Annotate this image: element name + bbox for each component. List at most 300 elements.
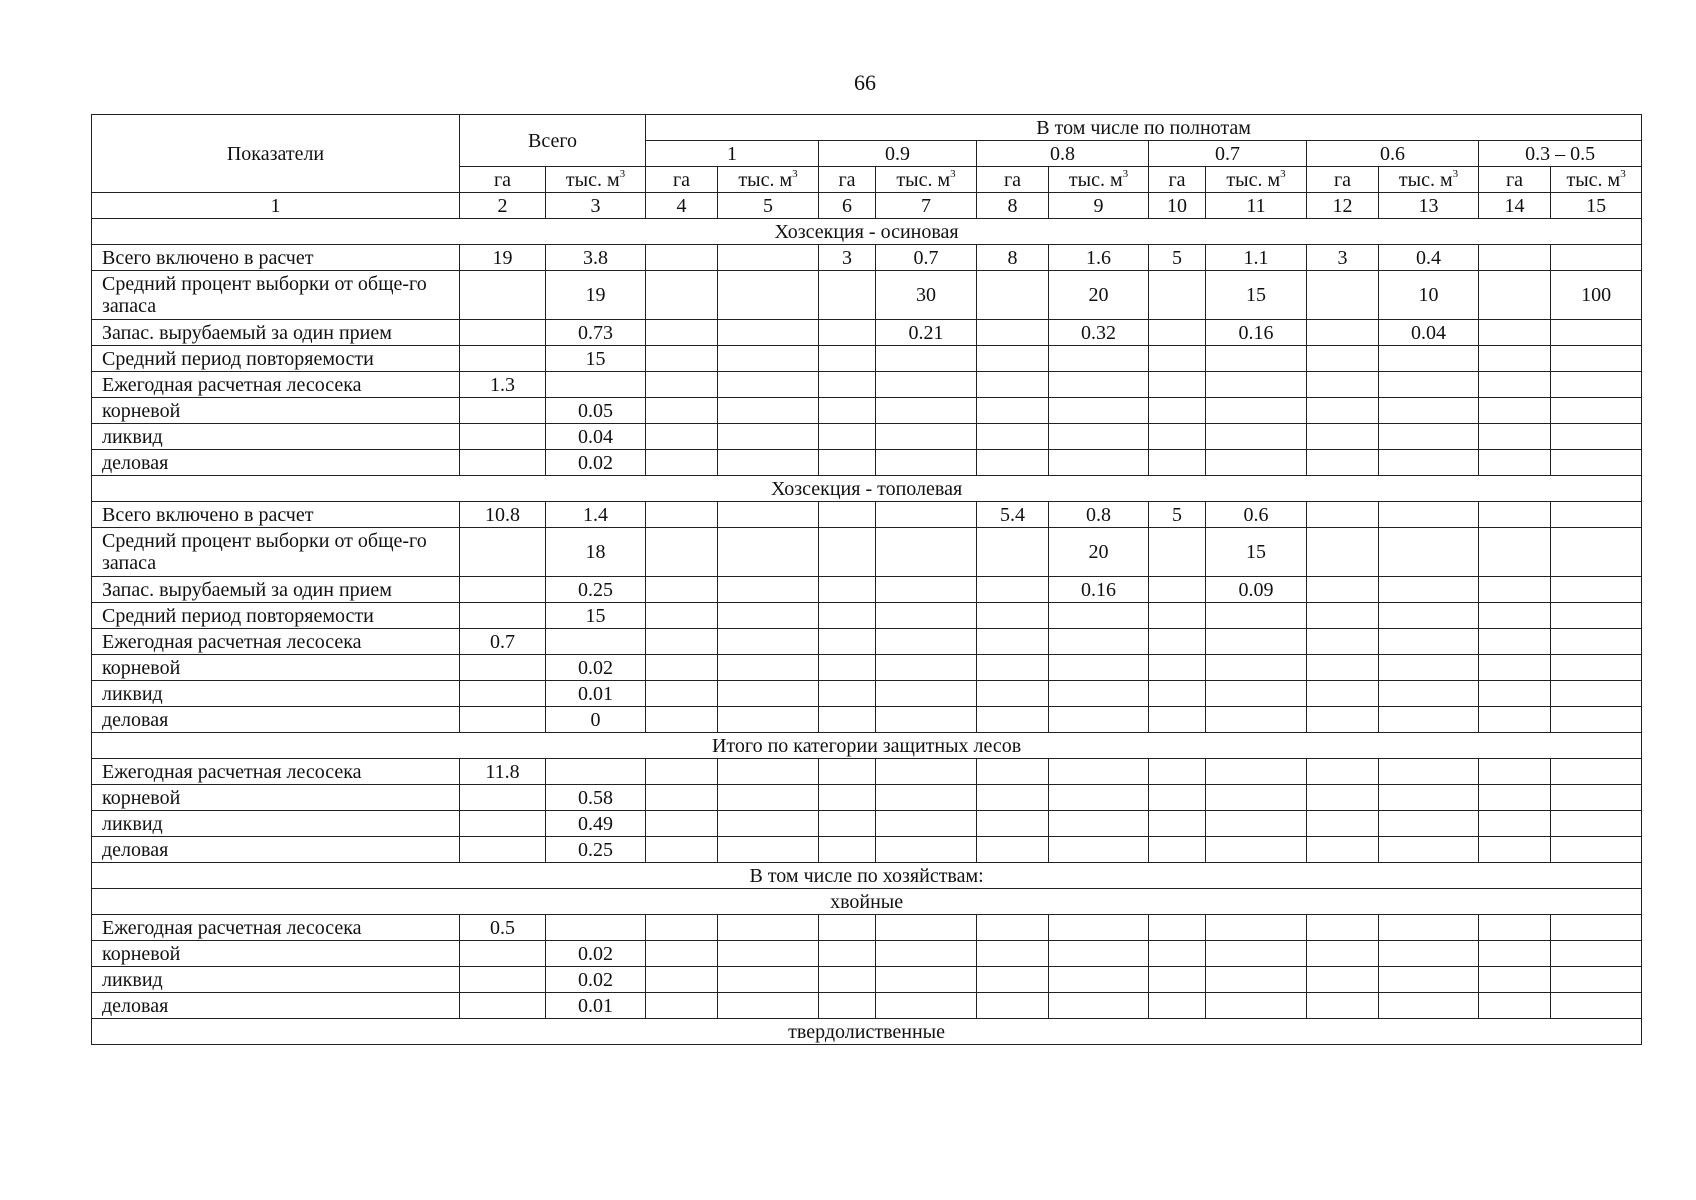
header-density: 0.3 – 0.5 [1479, 141, 1642, 167]
table-cell [1379, 967, 1479, 993]
table-cell [1479, 372, 1551, 398]
table-cell [646, 811, 718, 837]
table-cell [1206, 837, 1307, 863]
table-cell [1307, 603, 1379, 629]
table-cell [1479, 707, 1551, 733]
header-density: 0.9 [819, 141, 977, 167]
table-cell [1551, 837, 1642, 863]
table-cell [646, 837, 718, 863]
table-cell: 0.02 [546, 655, 646, 681]
table-cell [1551, 941, 1642, 967]
table-cell [646, 785, 718, 811]
table-cell [876, 915, 977, 941]
table-row [92, 759, 1642, 785]
table-cell: 0.09 [1206, 577, 1307, 603]
table-cell [876, 707, 977, 733]
table-cell [1149, 528, 1206, 577]
table-cell [1379, 502, 1479, 528]
section-header-row [92, 863, 1642, 889]
unit-volume-exponent: 3 [1620, 167, 1626, 180]
table-cell [646, 577, 718, 603]
table-cell [1149, 707, 1206, 733]
table-cell [1307, 967, 1379, 993]
table-cell: 0.16 [1206, 320, 1307, 346]
table-cell [718, 941, 819, 967]
table-cell [460, 681, 546, 707]
table-cell [1551, 450, 1642, 476]
table-cell [876, 372, 977, 398]
table-cell [1307, 372, 1379, 398]
table-row [92, 967, 1642, 993]
row-label: деловая [92, 837, 460, 863]
row-label: деловая [92, 707, 460, 733]
table-cell [1551, 528, 1642, 577]
table-cell [1149, 993, 1206, 1019]
table-cell [977, 655, 1049, 681]
table-cell [819, 629, 876, 655]
table-cell: 0.6 [1206, 502, 1307, 528]
unit-ha: га [460, 167, 546, 193]
table-cell: 0.73 [546, 320, 646, 346]
column-number: 5 [718, 193, 819, 219]
table-cell [1149, 372, 1206, 398]
table-cell [1479, 577, 1551, 603]
table-cell [1379, 811, 1479, 837]
header-density: 0.6 [1307, 141, 1479, 167]
table-cell: 0.8 [1049, 502, 1149, 528]
table-cell [1551, 346, 1642, 372]
table-cell [1049, 603, 1149, 629]
table-row [92, 424, 1642, 450]
table-cell [1206, 398, 1307, 424]
table-cell [1049, 837, 1149, 863]
table-cell [1206, 785, 1307, 811]
table-cell [819, 785, 876, 811]
section-title: Итого по категории защитных лесов [92, 733, 1642, 759]
table-cell [1149, 424, 1206, 450]
row-label: ликвид [92, 811, 460, 837]
table-row [92, 629, 1642, 655]
table-cell [718, 603, 819, 629]
table-cell [646, 450, 718, 476]
table-cell [1206, 941, 1307, 967]
table-cell [718, 967, 819, 993]
table-cell [460, 785, 546, 811]
header-row-1 [92, 115, 1642, 141]
table-cell [1049, 346, 1149, 372]
table-cell [1479, 603, 1551, 629]
column-number: 13 [1379, 193, 1479, 219]
table-cell [977, 837, 1049, 863]
table-cell [1479, 502, 1551, 528]
table-cell [1307, 346, 1379, 372]
table-cell [1479, 320, 1551, 346]
table-cell [646, 941, 718, 967]
column-number: 2 [460, 193, 546, 219]
column-number: 15 [1551, 193, 1642, 219]
table-cell: 15 [1206, 528, 1307, 577]
table-cell [819, 993, 876, 1019]
table-cell [1206, 915, 1307, 941]
table-row [92, 398, 1642, 424]
row-label: Запас. вырубаемый за один прием [92, 577, 460, 603]
table-cell [646, 398, 718, 424]
table-cell [819, 398, 876, 424]
table-cell [1149, 629, 1206, 655]
table-row [92, 707, 1642, 733]
column-number: 14 [1479, 193, 1551, 219]
header-density: 0.8 [977, 141, 1149, 167]
table-cell [1049, 398, 1149, 424]
row-label: Средний период повторяемости [92, 346, 460, 372]
table-cell [1307, 915, 1379, 941]
table-cell [460, 837, 546, 863]
table-cell [819, 941, 876, 967]
table-cell [1049, 811, 1149, 837]
table-cell: 0.7 [876, 245, 977, 271]
table-cell: 8 [977, 245, 1049, 271]
table-cell: 5 [1149, 245, 1206, 271]
table-cell [718, 245, 819, 271]
table-row [92, 915, 1642, 941]
table-cell [977, 785, 1049, 811]
table-cell [876, 837, 977, 863]
table-cell [1379, 424, 1479, 450]
unit-volume [1379, 167, 1479, 193]
table-cell [1551, 993, 1642, 1019]
table-cell [876, 346, 977, 372]
table-cell [1307, 398, 1379, 424]
row-label: Ежегодная расчетная лесосека [92, 372, 460, 398]
table-cell [1479, 811, 1551, 837]
section-header-row [92, 733, 1642, 759]
table-cell: 15 [546, 346, 646, 372]
section-title: хвойные [92, 889, 1642, 915]
table-cell [1049, 707, 1149, 733]
table-cell [718, 320, 819, 346]
row-label: деловая [92, 450, 460, 476]
table-cell [1149, 398, 1206, 424]
table-cell [1307, 528, 1379, 577]
table-row [92, 528, 1642, 577]
table-cell [460, 346, 546, 372]
table-cell: 5.4 [977, 502, 1049, 528]
table-cell [1479, 629, 1551, 655]
table-cell [718, 915, 819, 941]
table-cell: 20 [1049, 528, 1149, 577]
column-number: 12 [1307, 193, 1379, 219]
table-cell: 0.25 [546, 837, 646, 863]
table-cell [546, 629, 646, 655]
table-cell: 0.02 [546, 450, 646, 476]
section-title: твердолиственные [92, 1019, 1642, 1045]
header-by-density: В том числе по полнотам [646, 115, 1642, 141]
table-cell [977, 811, 1049, 837]
table-cell [977, 759, 1049, 785]
table-cell: 0.21 [876, 320, 977, 346]
unit-volume-exponent: 3 [1280, 167, 1286, 180]
table-cell [1379, 681, 1479, 707]
table-cell [819, 811, 876, 837]
table-cell [460, 993, 546, 1019]
column-number: 11 [1206, 193, 1307, 219]
table-row [92, 785, 1642, 811]
table-cell [1479, 450, 1551, 476]
unit-volume [718, 167, 819, 193]
table-cell [1307, 450, 1379, 476]
table-cell [1479, 245, 1551, 271]
unit-volume-exponent: 3 [1122, 167, 1129, 180]
row-label: ликвид [92, 424, 460, 450]
table-cell [819, 707, 876, 733]
table-cell [1551, 629, 1642, 655]
table-cell [819, 655, 876, 681]
table-cell [819, 915, 876, 941]
table-cell: 1.6 [1049, 245, 1149, 271]
table-cell [1049, 681, 1149, 707]
table-cell [1379, 915, 1479, 941]
table-cell: 1.1 [1206, 245, 1307, 271]
header-row-column-numbers [92, 193, 1642, 219]
table-cell [1149, 967, 1206, 993]
table-cell [1479, 785, 1551, 811]
table-cell [1551, 759, 1642, 785]
table-cell: 0.02 [546, 967, 646, 993]
table-cell: 15 [1206, 271, 1307, 320]
row-label: Ежегодная расчетная лесосека [92, 629, 460, 655]
unit-ha: га [1149, 167, 1206, 193]
section-title: Хозсекция - тополевая [92, 476, 1642, 502]
table-cell [1479, 915, 1551, 941]
table-cell [876, 759, 977, 785]
table-cell [460, 528, 546, 577]
table-cell [876, 785, 977, 811]
table-cell [819, 450, 876, 476]
column-number: 6 [819, 193, 876, 219]
table-row [92, 271, 1642, 320]
table-cell [460, 603, 546, 629]
table-cell [1379, 941, 1479, 967]
table-cell [460, 967, 546, 993]
unit-volume-exponent: 3 [950, 167, 956, 180]
table-cell: 0.02 [546, 941, 646, 967]
table-cell [1379, 450, 1479, 476]
table-cell [1049, 967, 1149, 993]
table-cell [1206, 681, 1307, 707]
table-cell [1206, 372, 1307, 398]
table-cell: 0.04 [1379, 320, 1479, 346]
unit-volume [1551, 167, 1642, 193]
table-cell [1379, 528, 1479, 577]
table-cell [977, 398, 1049, 424]
row-label: деловая [92, 993, 460, 1019]
table-cell [1149, 271, 1206, 320]
table-cell: 3 [819, 245, 876, 271]
table-cell [977, 450, 1049, 476]
table-cell [718, 759, 819, 785]
table-cell [1307, 811, 1379, 837]
table-cell [1049, 655, 1149, 681]
table-cell [819, 967, 876, 993]
unit-volume-exponent: 3 [1452, 167, 1459, 180]
table-cell: 3.8 [546, 245, 646, 271]
table-cell [646, 655, 718, 681]
table-cell [1479, 681, 1551, 707]
table-cell [876, 502, 977, 528]
table-cell [819, 528, 876, 577]
unit-volume [1206, 167, 1307, 193]
table-cell [819, 577, 876, 603]
table-cell [819, 681, 876, 707]
table-row [92, 502, 1642, 528]
table-cell [977, 629, 1049, 655]
table-cell [977, 603, 1049, 629]
table-cell [1307, 941, 1379, 967]
table-cell [646, 707, 718, 733]
table-cell [1149, 811, 1206, 837]
row-label: корневой [92, 785, 460, 811]
table-cell: 10 [1379, 271, 1479, 320]
table-cell [1149, 759, 1206, 785]
table-cell [1379, 372, 1479, 398]
table-cell: 5 [1149, 502, 1206, 528]
table-cell [819, 372, 876, 398]
column-number: 9 [1049, 193, 1149, 219]
table-cell [646, 271, 718, 320]
table-cell: 10.8 [460, 502, 546, 528]
row-label: Всего включено в расчет [92, 502, 460, 528]
table-cell [1307, 681, 1379, 707]
table-cell [1206, 759, 1307, 785]
table-cell [1049, 372, 1149, 398]
column-number: 1 [92, 193, 460, 219]
table-cell [1049, 941, 1149, 967]
table-cell [718, 577, 819, 603]
table-row [92, 655, 1642, 681]
table-cell: 19 [546, 271, 646, 320]
table-cell [1149, 785, 1206, 811]
table-cell [1551, 655, 1642, 681]
table-cell [1206, 424, 1307, 450]
table-cell [546, 372, 646, 398]
table-cell [718, 372, 819, 398]
table-cell [1049, 759, 1149, 785]
table-cell [460, 271, 546, 320]
table-cell [876, 811, 977, 837]
section-header-row [92, 889, 1642, 915]
table-cell [1307, 320, 1379, 346]
table-cell [718, 681, 819, 707]
table-cell [718, 346, 819, 372]
table-cell [718, 450, 819, 476]
table-cell [1379, 837, 1479, 863]
table-cell [1307, 759, 1379, 785]
table-cell [1479, 837, 1551, 863]
table-cell: 0.7 [460, 629, 546, 655]
table-cell [876, 577, 977, 603]
table-cell [1307, 629, 1379, 655]
table-cell [876, 424, 977, 450]
column-number: 3 [546, 193, 646, 219]
table-cell: 0.25 [546, 577, 646, 603]
cutting-area-table [91, 114, 1642, 1045]
table-cell [646, 915, 718, 941]
table-cell [876, 993, 977, 1019]
table-cell: 0.16 [1049, 577, 1149, 603]
table-cell [718, 502, 819, 528]
table-cell [876, 967, 977, 993]
table-cell [1551, 424, 1642, 450]
table-cell [876, 629, 977, 655]
table-row [92, 811, 1642, 837]
table-cell [1206, 707, 1307, 733]
table-cell [718, 811, 819, 837]
table-cell [977, 320, 1049, 346]
table-cell [1307, 993, 1379, 1019]
table-cell [1479, 655, 1551, 681]
table-cell [1049, 629, 1149, 655]
table-cell [1206, 450, 1307, 476]
table-cell [646, 629, 718, 655]
table-cell [460, 941, 546, 967]
table-cell: 0.4 [1379, 245, 1479, 271]
unit-volume-text: тыс. м [738, 168, 793, 191]
section-header-row [92, 1019, 1642, 1045]
table-cell [1379, 398, 1479, 424]
table-cell [1379, 603, 1479, 629]
table-cell [876, 450, 977, 476]
row-label: Ежегодная расчетная лесосека [92, 915, 460, 941]
table-cell [646, 502, 718, 528]
table-cell [819, 759, 876, 785]
unit-ha: га [1479, 167, 1551, 193]
table-cell [718, 655, 819, 681]
unit-ha: га [819, 167, 876, 193]
row-label: корневой [92, 655, 460, 681]
table-cell [718, 707, 819, 733]
table-cell [1479, 346, 1551, 372]
table-cell [718, 629, 819, 655]
table-cell [1206, 629, 1307, 655]
table-cell [1551, 245, 1642, 271]
table-cell [1551, 398, 1642, 424]
table-cell [1379, 759, 1479, 785]
column-number: 4 [646, 193, 718, 219]
table-row [92, 941, 1642, 967]
table-cell [1479, 528, 1551, 577]
table-cell [646, 528, 718, 577]
table-cell [1149, 837, 1206, 863]
table-cell [1551, 707, 1642, 733]
table-cell [1307, 424, 1379, 450]
table-cell: 11.8 [460, 759, 546, 785]
table-cell [1307, 785, 1379, 811]
table-cell [876, 941, 977, 967]
table-cell [1206, 993, 1307, 1019]
table-cell [1149, 346, 1206, 372]
table-cell [1551, 811, 1642, 837]
table-cell [1307, 655, 1379, 681]
table-cell [1206, 655, 1307, 681]
unit-volume-exponent: 3 [619, 167, 626, 180]
table-cell [460, 450, 546, 476]
table-cell [977, 577, 1049, 603]
table-cell [460, 577, 546, 603]
table-cell [1551, 372, 1642, 398]
table-cell: 0.5 [460, 915, 546, 941]
table-cell: 0.01 [546, 681, 646, 707]
column-number: 10 [1149, 193, 1206, 219]
